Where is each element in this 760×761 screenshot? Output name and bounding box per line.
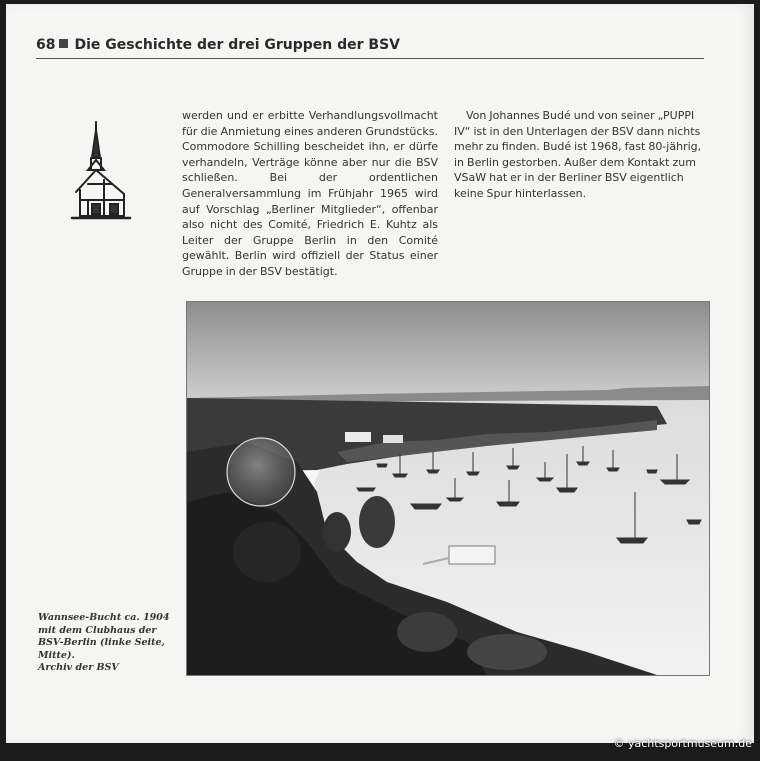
page-title: Die Geschichte der drei Gruppen der BSV — [74, 37, 400, 53]
text-column-right: Von Johannes Budé und von seiner „PUPPI IV“ ist in den Unterlagen der BSV dann nichts mehr zu finden. Budé ist 1968, fast 80-jährig, in Berlin gestorben. Außer dem Kontakt zum VSaW hat er in der Berliner BSV eigentlich keine Spur hinterlassen. — [454, 109, 702, 200]
photo-caption — [38, 612, 188, 675]
page-header — [36, 36, 704, 59]
caption-line: Wannsee-Bucht ca. 1904 — [38, 612, 170, 623]
copyright-watermark: © yachtsportmuseum.de — [613, 737, 752, 750]
wannsee-photo — [186, 301, 710, 676]
caption-line: Archiv der BSV — [38, 662, 119, 673]
header-square-icon — [59, 39, 68, 48]
text-column-left: werden und er erbitte Verhandlungsvollmacht für die Anmietung eines anderen Grundstücks. Commodore Schilling bescheidet ihn, er dürfe verhandeln, Verträge könne aber nur die BSV schließen. Bei der ordentlichen Generalversammlung im Frühjahr 1965 wird auf Vorschlag „Berliner Mitglieder“, offenbar also nicht des Comité, Friedrich E. Kuhtz als Leiter der Gruppe Berlin in den Comité gewählt. Berlin wird offiziell der Status einer Gruppe in der BSV bestätigt. — [182, 109, 438, 278]
church-sketch-icon — [66, 120, 132, 224]
caption-line: Mitte). — [38, 649, 75, 661]
page-number: 68 — [36, 37, 56, 53]
caption-line: BSV-Berlin (linke Seite, — [38, 637, 165, 648]
caption-line: mit dem Clubhaus der — [38, 624, 157, 636]
book-page — [6, 4, 754, 743]
